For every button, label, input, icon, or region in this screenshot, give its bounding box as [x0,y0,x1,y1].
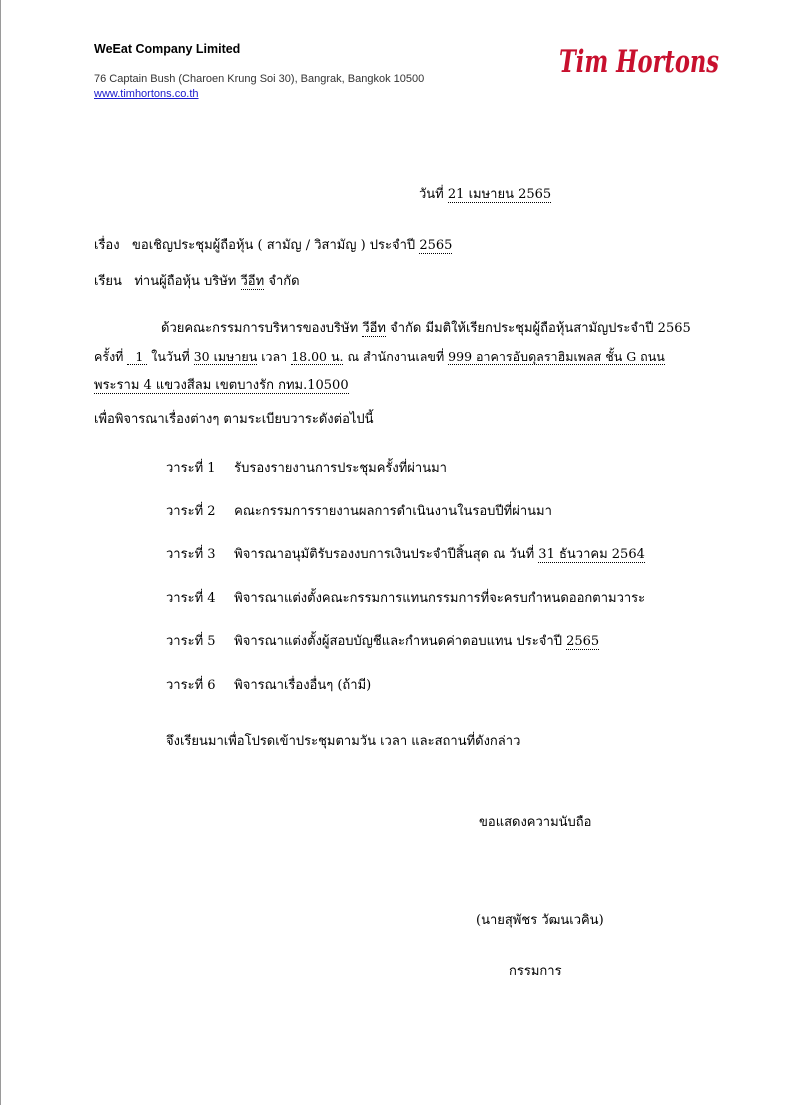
body-p2-a: ครั้งที่ [94,349,124,364]
agenda-label: วาระที่ 3 [166,547,216,562]
company-address: 76 Captain Bush (Charoen Krung Soi 30), Bangrak, Bangkok 10500 [94,73,425,85]
agenda-text: คณะกรรมการรายงานผลการดำเนินงานในรอบปีที่ผ่านมา [234,504,552,519]
body-p2-date: 30 เมษายน [193,349,258,364]
body-line-4 [94,411,374,429]
recipient-line [94,273,300,291]
body-p2-place: 999 อาคารอับดุลราฮิมเพลส ชั้น G ถนน [448,349,665,364]
agenda-text: รับรองรายงานการประชุมครั้งที่ผ่านมา [234,461,447,476]
subject-text: ขอเชิญประชุมผู้ถือหุ้น ( สามัญ / วิสามัญ ) ประจำปี [132,238,416,253]
recipient-label: เรียน [94,274,122,289]
body-p2-num: 1 [127,349,147,365]
body-p2-c: เวลา [261,349,288,364]
body-p1-company: วีอีท [362,321,386,336]
agenda-item [166,460,447,478]
agenda-item [166,633,599,651]
agenda-label: วาระที่ 1 [166,461,216,476]
agenda-text: พิจารณาอนุมัติรับรองงบการเงินประจำปีสิ้นสุด ณ วันที่ [234,547,535,562]
date-prefix: วันที่ [419,187,444,202]
agenda-label: วาระที่ 5 [166,634,216,649]
agenda-item [166,677,371,695]
agenda-text: พิจารณาแต่งตั้งคณะกรรมการแทนกรรมการที่จะครบกำหนดออกตามวาระ [234,591,646,606]
date-value: 21 เมษายน 2565 [447,187,552,202]
company-name: WeEat Company Limited [94,42,241,56]
subject-label: เรื่อง [94,238,120,253]
agenda-label: วาระที่ 2 [166,504,216,519]
agenda-underline-value: 2565 [566,634,600,649]
subject-line [94,237,452,255]
closing-regards: ขอแสดงความนับถือ [479,815,592,830]
agenda-item [166,546,645,564]
subject-year: 2565 [419,238,453,253]
body-p2-time: 18.00 น. [291,349,344,364]
signer-position: กรรมการ [509,964,562,979]
agenda-underline-value: 31 ธันวาคม 2564 [538,547,645,562]
recipient-company: วีอีท [240,274,265,289]
body-p3-place: พระราม 4 แขวงสีลม เขตบางรัก กทม.10500 [94,378,349,393]
body-p1-a: ด้วยคณะกรรมการบริหารของบริษัท [161,321,359,336]
tim-hortons-logo [559,38,721,84]
agenda-text: พิจารณาแต่งตั้งผู้สอบบัญชีและกำหนดค่าตอบแทน ประจำปี [234,634,562,649]
body-p2-b: ในวันที่ [151,349,190,364]
agenda-item [166,503,552,521]
agenda-label: วาระที่ 4 [166,591,216,606]
date-line [419,186,551,204]
body-p4: เพื่อพิจารณาเรื่องต่างๆ ตามระเบียบวาระดังต่อไปนี้ [94,412,374,427]
recipient-text-a: ท่านผู้ถือหุ้น บริษัท [134,274,237,289]
closing-invitation: จึงเรียนมาเพื่อโปรดเข้าประชุมตามวัน เวลา และสถานที่ดังกล่าว [166,734,521,749]
body-line-3 [94,377,349,395]
body-line-1 [161,320,691,338]
agenda-item [166,590,645,608]
agenda-text: พิจารณาเรื่องอื่นๆ (ถ้ามี) [234,678,372,693]
recipient-text-b: จำกัด [268,274,300,289]
agenda-label: วาระที่ 6 [166,678,216,693]
company-website-link[interactable]: www.timhortons.co.th [94,88,199,100]
body-line-2 [94,348,665,366]
logo-wordmark: Tim Hortons [559,44,719,80]
signer-name: (นายสุพัชร วัฒนเวคิน) [476,913,604,928]
body-p2-d: ณ สำนักงานเลขที่ [347,349,445,364]
body-p1-b: จำกัด มีมติให้เรียกประชุมผู้ถือหุ้นสามัญประจำปี 2565 [390,321,691,336]
